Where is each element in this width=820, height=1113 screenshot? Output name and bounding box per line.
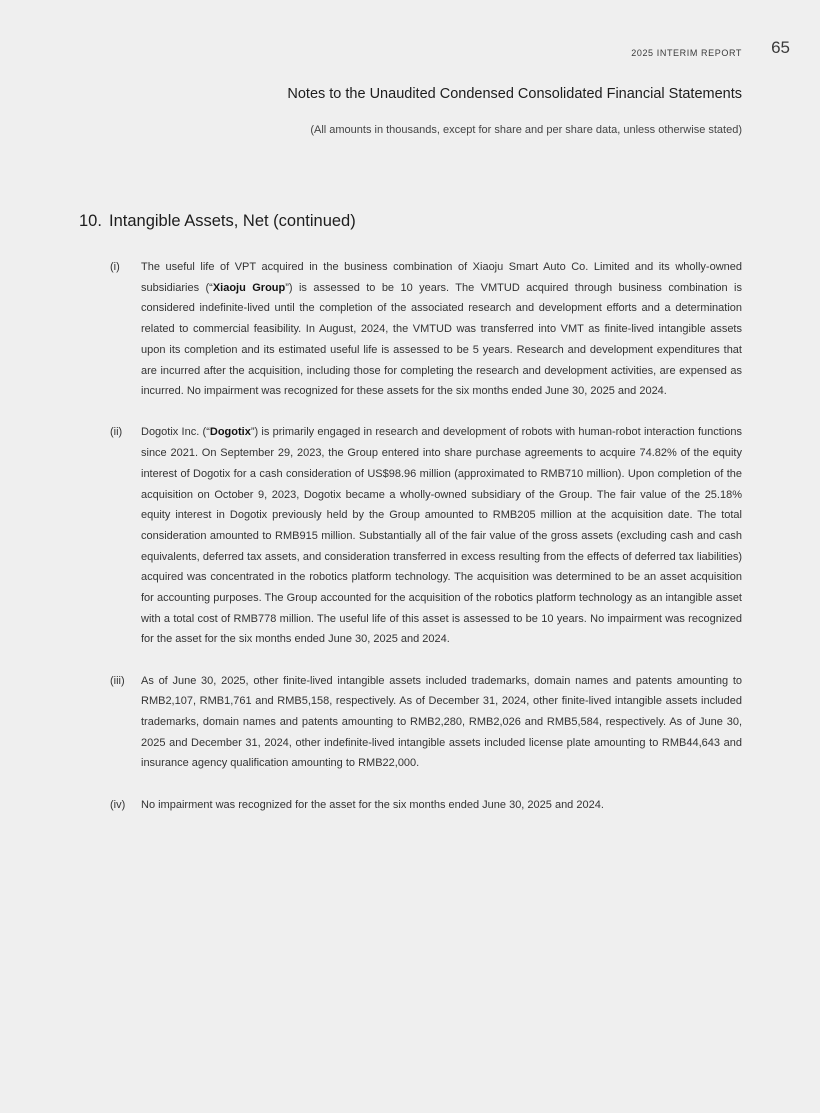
note-item-ii xyxy=(110,422,742,650)
note-text-part: Dogotix Inc. (“ xyxy=(141,426,210,439)
note-marker: (iii) xyxy=(110,674,125,687)
note-text-part: As of June 30, 2025, other finite-lived intangible assets included trademarks, domain names and patents amounting to RMB2,107, RMB1,761 and RMB5,158, respectively. As of December 31, 2024, other finite-lived intangible assets included trademarks, domain names and patents amounting to RMB2,280, RMB2,026 and RMB5,584, respectively. As of June 30, 2025 and December 31, 2024, other indefinite-lived intangible assets included license plate amounting to RMB44,643 and insurance agency qualification amounting to RMB22,000. xyxy=(141,674,742,770)
note-text-part: ”) is assessed to be 10 years. The VMTUD acquired through business combination is considered indefinite-lived until the completion of the associated research and development efforts and a determination related to commercial feasibility. In August, 2024, the VMTUD was transferred into VMT as finite-lived intangible assets upon its completion and its estimated useful life is assessed to be 5 years. Research and development expenditures that are incurred after the acquisition, including those for completing the research and development activities, are expensed as incurred. No impairment was recognized for these assets for the six months ended June 30, 2025 and 2024. xyxy=(141,281,743,398)
defined-term: Xiaoju Group xyxy=(212,281,286,294)
note-item-iv xyxy=(110,795,742,816)
note-text-part: The useful life of VPT acquired in the business combination of Xiaoju Smart Auto Co. Limited and its wholly-owned subsidiaries (“ xyxy=(141,261,742,294)
note-marker: (ii) xyxy=(110,426,123,439)
notes-subtitle: (All amounts in thousands, except for share and per share data, unless otherwise stated) xyxy=(310,124,742,136)
notes-title: Notes to the Unaudited Condensed Consolidated Financial Statements xyxy=(287,86,742,102)
page-number: 65 xyxy=(771,38,790,57)
note-text xyxy=(141,671,742,775)
section-heading xyxy=(79,212,356,231)
section-title: Intangible Assets, Net (continued) xyxy=(109,212,356,230)
note-item-iii xyxy=(110,671,742,775)
note-text-part: ”) is primarily engaged in research and development of robots with human-robot interaction functions since 2021. On September 29, 2023, the Group entered into share purchase agreements to acquire 74.82% of the equity interest of Dogotix for a cash consideration of US$98.96 million (approximated to RMB710 million). Upon completion of the acquisition on October 9, 2023, Dogotix became a wholly-owned subsidiary of the Group. The fair value of the 25.18% equity interest in Dogotix previously held by the Group amounted to RMB205 million at the acquisition date. The total consideration amounted to RMB915 million. Substantially all of the fair value of the gross assets (excluding cash and cash equivalents, deferred tax assets, and consideration transferred in excess resulting from the effects of deferred tax liabilities) acquired was concentrated in the robotics platform technology. The acquisition was determined to be an asset acquisition for accounting purposes. The Group accounted for the acquisition of the robotics platform technology as an intangible asset with a total cost of RMB778 million. The useful life of this asset is assessed to be 10 years. No impairment was recognized for the asset for the six months ended June 30, 2025 and 2024. xyxy=(141,426,742,646)
note-text xyxy=(141,257,742,402)
note-text xyxy=(141,422,742,650)
note-item-i xyxy=(110,257,742,402)
notes-list xyxy=(110,257,742,836)
note-text xyxy=(141,795,742,816)
note-text-part: No impairment was recognized for the asset for the six months ended June 30, 2025 and 2024. xyxy=(141,798,604,811)
running-head-title: 2025 INTERIM REPORT xyxy=(631,48,742,58)
note-marker: (i) xyxy=(110,261,120,273)
defined-term: Dogotix xyxy=(209,426,251,439)
section-number: 10. xyxy=(79,212,102,230)
note-marker: (iv) xyxy=(110,798,126,811)
